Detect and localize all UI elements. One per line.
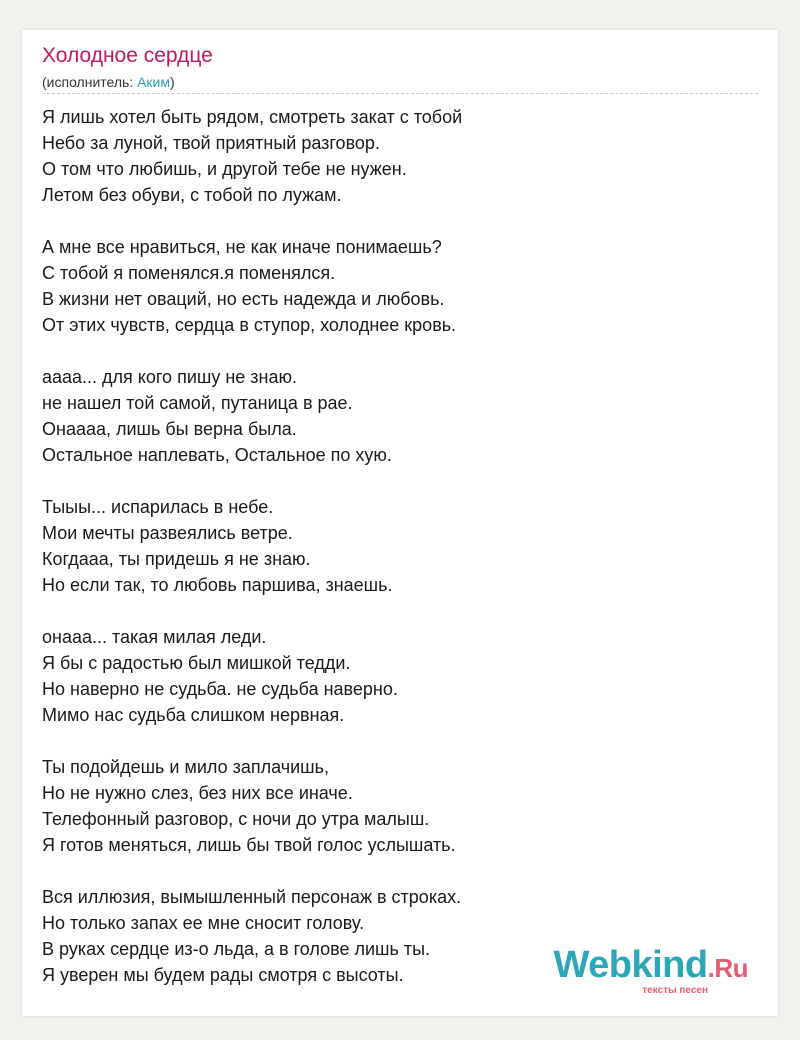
site-logo[interactable] <box>553 946 748 996</box>
lyrics-line: Мои мечты развеялись ветре. <box>42 523 293 543</box>
lyrics-line: Я лишь хотел быть рядом, смотреть закат с тобой <box>42 107 463 127</box>
lyrics-line: В руках сердце из-о льда, а в голове лишь ты. <box>42 939 431 959</box>
lyrics-stanza <box>42 364 462 468</box>
divider <box>42 93 758 94</box>
lyrics-line: От этих чувств, сердца в ступор, холоднее кровь. <box>42 315 457 335</box>
lyrics-line: Телефонный разговор, с ночи до утра малыш. <box>42 809 430 829</box>
lyrics-stanza <box>42 754 462 858</box>
lyrics-stanza <box>42 884 462 988</box>
lyrics-line: Остальное наплевать, Остальное по хую. <box>42 445 392 465</box>
artist-line <box>42 73 175 91</box>
lyrics-line: Онаааа, лишь бы верна была. <box>42 419 297 439</box>
lyrics-line: В жизни нет оваций, но есть надежда и любовь. <box>42 289 445 309</box>
song-title: Холодное сердце <box>42 44 213 67</box>
artist-prefix: (исполнитель: <box>42 74 138 90</box>
lyrics-line: Ты подойдешь и мило заплачишь, <box>42 757 329 777</box>
lyrics-line: Мимо нас судьба слишком нервная. <box>42 705 345 725</box>
artist-suffix: ) <box>170 74 175 90</box>
lyrics-line: Я готов меняться, лишь бы твой голос услышать. <box>42 835 456 855</box>
lyrics-body <box>42 104 462 1014</box>
lyrics-line: аааа... для кого пишу не знаю. <box>42 367 297 387</box>
lyrics-line: Но наверно не судьба. не судьба наверно. <box>42 679 398 699</box>
lyrics-line: Тыыы... испарилась в небе. <box>42 497 274 517</box>
lyrics-line: Небо за луной, твой приятный разговор. <box>42 133 380 153</box>
logo-tagline: тексты песен <box>642 985 708 996</box>
lyrics-line: онааа... такая милая леди. <box>42 627 267 647</box>
lyrics-stanza <box>42 104 462 208</box>
lyrics-line: Я бы с радостью был мишкой тедди. <box>42 653 351 673</box>
artist-link[interactable]: Аким <box>137 74 171 90</box>
lyrics-stanza <box>42 624 462 728</box>
lyrics-line: Летом без обуви, с тобой по лужам. <box>42 185 342 205</box>
lyrics-line: Но если так, то любовь паршива, знаешь. <box>42 575 393 595</box>
logo-domain: .Ru <box>707 953 748 983</box>
lyrics-line: Я уверен мы будем рады смотря с высоты. <box>42 965 404 985</box>
lyrics-line: С тобой я поменялся.я поменялся. <box>42 263 336 283</box>
lyrics-line: Вся иллюзия, вымышленный персонаж в строках. <box>42 887 462 907</box>
logo-wordmark <box>553 946 748 987</box>
song-card <box>22 30 778 1016</box>
lyrics-line: О том что любишь, и другой тебе не нужен. <box>42 159 407 179</box>
lyrics-stanza <box>42 494 462 598</box>
logo-name: Webkind <box>553 944 708 986</box>
lyrics-line: не нашел той самой, путаница в рае. <box>42 393 353 413</box>
lyrics-line: Но только запах ее мне сносит голову. <box>42 913 365 933</box>
lyrics-line: Когдааа, ты придешь я не знаю. <box>42 549 311 569</box>
lyrics-line: А мне все нравиться, не как иначе понимаешь? <box>42 237 442 257</box>
lyrics-stanza <box>42 234 462 338</box>
lyrics-line: Но не нужно слез, без них все иначе. <box>42 783 353 803</box>
